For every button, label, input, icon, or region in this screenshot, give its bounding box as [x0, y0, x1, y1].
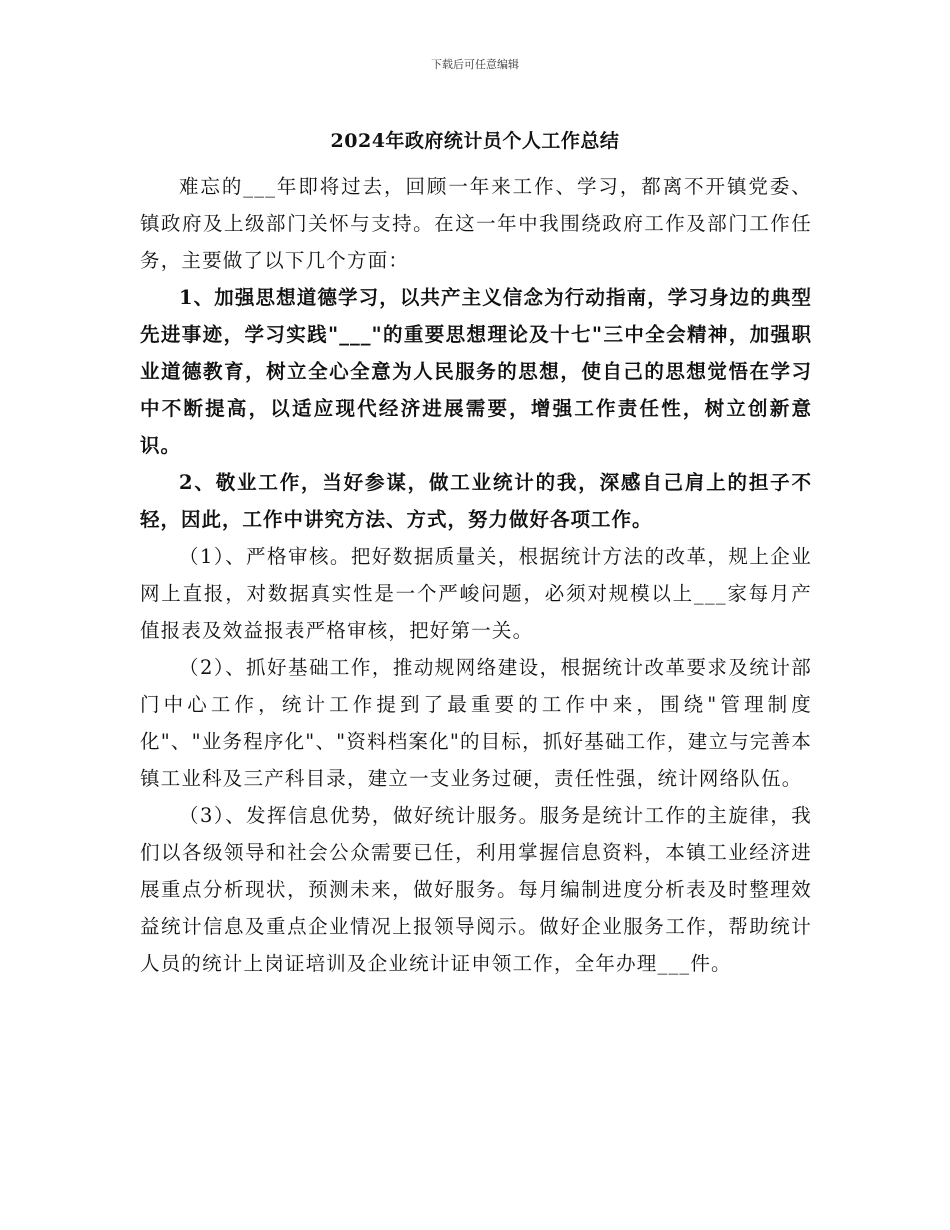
- paragraph-item-1: （1）、严格审核。把好数据质量关，根据统计方法的改革，规上企业网上直报，对数据真实性是一个严峻问题，必须对规模以上___家每月产值报表及效益报表严格审核，把好第一关。: [140, 545, 812, 642]
- paragraph-intro: 难忘的___年即将过去，回顾一年来工作、学习，都离不开镇党委、镇政府及上级部门关怀与支持。在这一年中我围绕政府工作及部门工作任务，主要做了以下几个方面：: [140, 175, 812, 272]
- document-title: 2024年政府统计员个人工作总结: [330, 130, 620, 152]
- document-body: [140, 168, 812, 982]
- paragraph-item-2: （2）、抓好基础工作，推动规网络建设，根据统计改革要求及统计部门中心工作，统计工作提到了最重要的工作中来，围绕"管理制度化"、"业务程序化"、"资料档案化"的目标，抓好基础工作，建立与完善本镇工业科及三产科目录，建立一支业务过硬，责任性强，统计网络队伍。: [140, 656, 812, 790]
- paragraph-section-1: 1、加强思想道德学习，以共产主义信念为行动指南，学习身边的典型先进事迹，学习实践"___"的重要思想理论及十七"三中全会精神，加强职业道德教育，树立全心全意为人民服务的思想，使自己的思想觉悟在学习中不断提高，以适应现代经济进展需要，增强工作责任性，树立创新意识。: [140, 286, 812, 457]
- paragraph-section-2: 2、敬业工作，当好参谋，做工业统计的我，深感自己肩上的担子不轻，因此，工作中讲究方法、方式，努力做好各项工作。: [140, 471, 812, 531]
- header-note: 下载后可任意编辑: [431, 58, 519, 71]
- paragraph-item-3: （3）、发挥信息优势，做好统计服务。服务是统计工作的主旋律，我们以各级领导和社会公众需要已任，利用掌握信息资料，本镇工业经济进展重点分析现状，预测未来，做好服务。每月编制进度分析表及时整理效益统计信息及重点企业情况上报领导阅示。做好企业服务工作，帮助统计人员的统计上岗证培训及企业统计证申领工作，全年办理___件。: [140, 804, 812, 975]
